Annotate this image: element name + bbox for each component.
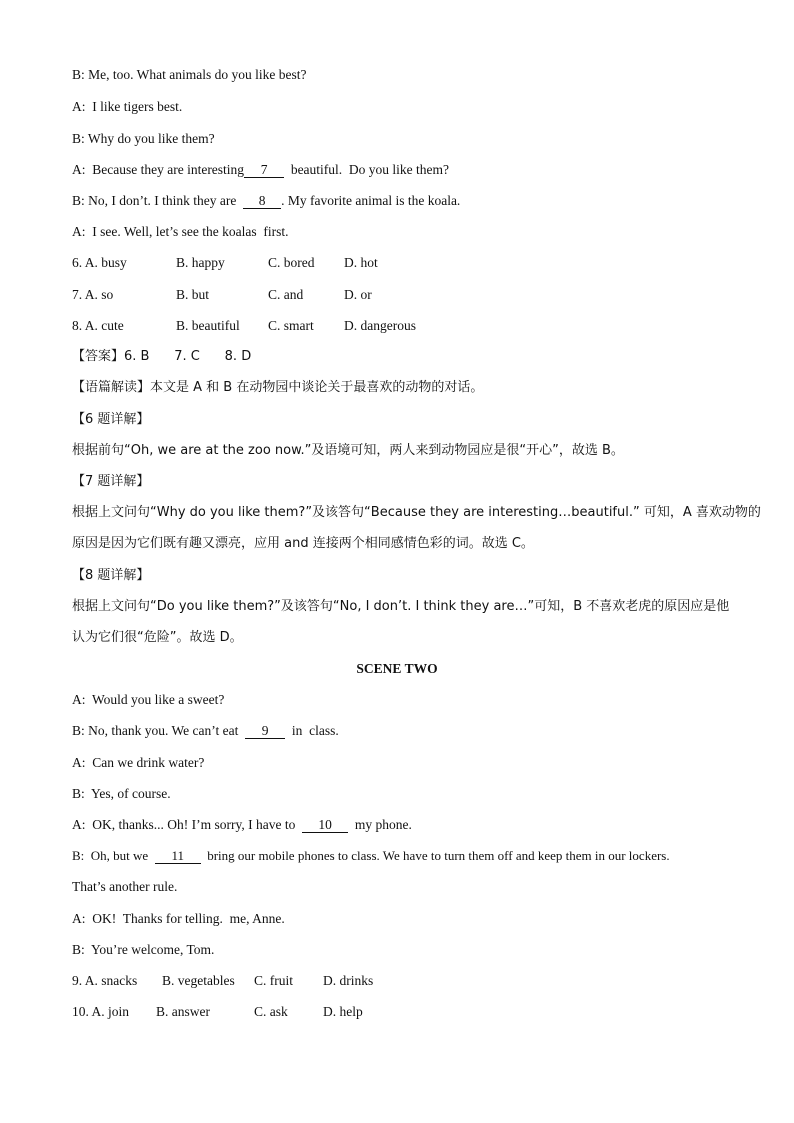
- question-6: [72, 254, 378, 272]
- dialogue-line-blank-9: [72, 722, 339, 740]
- option-a: 7. A. so: [72, 287, 114, 302]
- detail-7-text: 根据上文问句“Why do you like them?”及该答句“Because they are interesting…beautiful.” 可知，A 喜欢动物的: [72, 505, 761, 520]
- option-c: C. fruit: [254, 973, 293, 988]
- detail-7-text: 原因是因为它们既有趣又漂亮，应用 and 连接两个相同感情色彩的词。故选 C。: [72, 536, 534, 551]
- option-b: B. answer: [156, 1004, 210, 1019]
- option-d: D. help: [323, 1004, 363, 1019]
- line-text: . My favorite animal is the koala.: [281, 193, 461, 208]
- detail-8-text: 根据上文问句“Do you like them?”及该答句“No, I don’t. I think they are…”可知，B 不喜欢老虎的原因应是他: [72, 599, 730, 614]
- dialogue-line: B: Yes, of course.: [72, 786, 171, 801]
- line-text: B: No, thank you. We can’t eat: [72, 723, 246, 738]
- option-d: D. drinks: [323, 973, 374, 988]
- detail-6-text: 根据前句“Oh, we are at the zoo now.”及语境可知，两人来到动物园应是很“开心”，故选 B。: [72, 443, 624, 458]
- dialogue-line: That’s another rule.: [72, 879, 178, 894]
- dialogue-line: B: Why do you like them?: [72, 131, 215, 146]
- line-text: A: Because they are interesting: [72, 162, 245, 177]
- option-a: 10. A. join: [72, 1004, 130, 1019]
- question-9: [72, 972, 373, 990]
- blank-9: 9: [245, 724, 285, 739]
- question-7: [72, 286, 372, 304]
- option-a: 6. A. busy: [72, 255, 127, 270]
- dialogue-line: A: I like tigers best.: [72, 99, 183, 114]
- option-c: C. smart: [268, 318, 314, 333]
- line-text: my phone.: [348, 817, 412, 832]
- option-a: 8. A. cute: [72, 318, 124, 333]
- detail-6-title: 【6 题详解】: [72, 412, 150, 427]
- line-text: beautiful. Do you like them?: [284, 162, 450, 177]
- option-a: 9. A. snacks: [72, 973, 138, 988]
- blank-11: 11: [155, 849, 201, 864]
- detail-8-text: 认为它们很“危险”。故选 D。: [72, 630, 243, 645]
- dialogue-line-blank-10: [72, 816, 412, 834]
- blank-7: 7: [244, 163, 284, 178]
- answer-line: 【答案】6. B 7. C 8. D: [72, 349, 252, 364]
- blank-10: 10: [302, 818, 348, 833]
- option-c: C. and: [268, 287, 304, 302]
- dialogue-line: B: You’re welcome, Tom.: [72, 942, 215, 957]
- option-c: C. ask: [254, 1004, 288, 1019]
- question-10: [72, 1003, 363, 1021]
- option-b: B. vegetables: [162, 973, 235, 988]
- option-b: B. beautiful: [176, 318, 240, 333]
- line-text: bring our mobile phones to class. We have to turn them off and keep them in our lockers.: [200, 848, 670, 863]
- option-d: D. or: [344, 287, 372, 302]
- dialogue-line-blank-11: [72, 847, 670, 865]
- dialogue-line: A: I see. Well, let’s see the koalas first.: [72, 224, 289, 239]
- dialogue-line: A: OK! Thanks for telling. me, Anne.: [72, 911, 285, 926]
- line-text: B: Oh, but we: [72, 848, 155, 863]
- detail-7-title: 【7 题详解】: [72, 474, 150, 489]
- dialogue-line: A: Can we drink water?: [72, 755, 205, 770]
- option-c: C. bored: [268, 255, 315, 270]
- option-b: B. but: [176, 287, 210, 302]
- dialogue-line-blank-7: [72, 161, 449, 179]
- line-text: B: No, I don’t. I think they are: [72, 193, 244, 208]
- detail-8-title: 【8 题详解】: [72, 568, 150, 583]
- dialogue-line: B: Me, too. What animals do you like best?: [72, 67, 307, 82]
- line-text: A: OK, thanks... Oh! I’m sorry, I have to: [72, 817, 303, 832]
- section-title: SCENE TWO: [356, 661, 438, 676]
- reading-summary: 【语篇解读】本文是 A 和 B 在动物园中谈论关于最喜欢的动物的对话。: [72, 380, 484, 395]
- option-b: B. happy: [176, 255, 225, 270]
- blank-8: 8: [243, 194, 281, 209]
- question-8: [72, 317, 416, 335]
- option-d: D. dangerous: [344, 318, 416, 333]
- dialogue-line: A: Would you like a sweet?: [72, 692, 225, 707]
- option-d: D. hot: [344, 255, 378, 270]
- line-text: in class.: [285, 723, 339, 738]
- dialogue-line-blank-8: [72, 192, 460, 210]
